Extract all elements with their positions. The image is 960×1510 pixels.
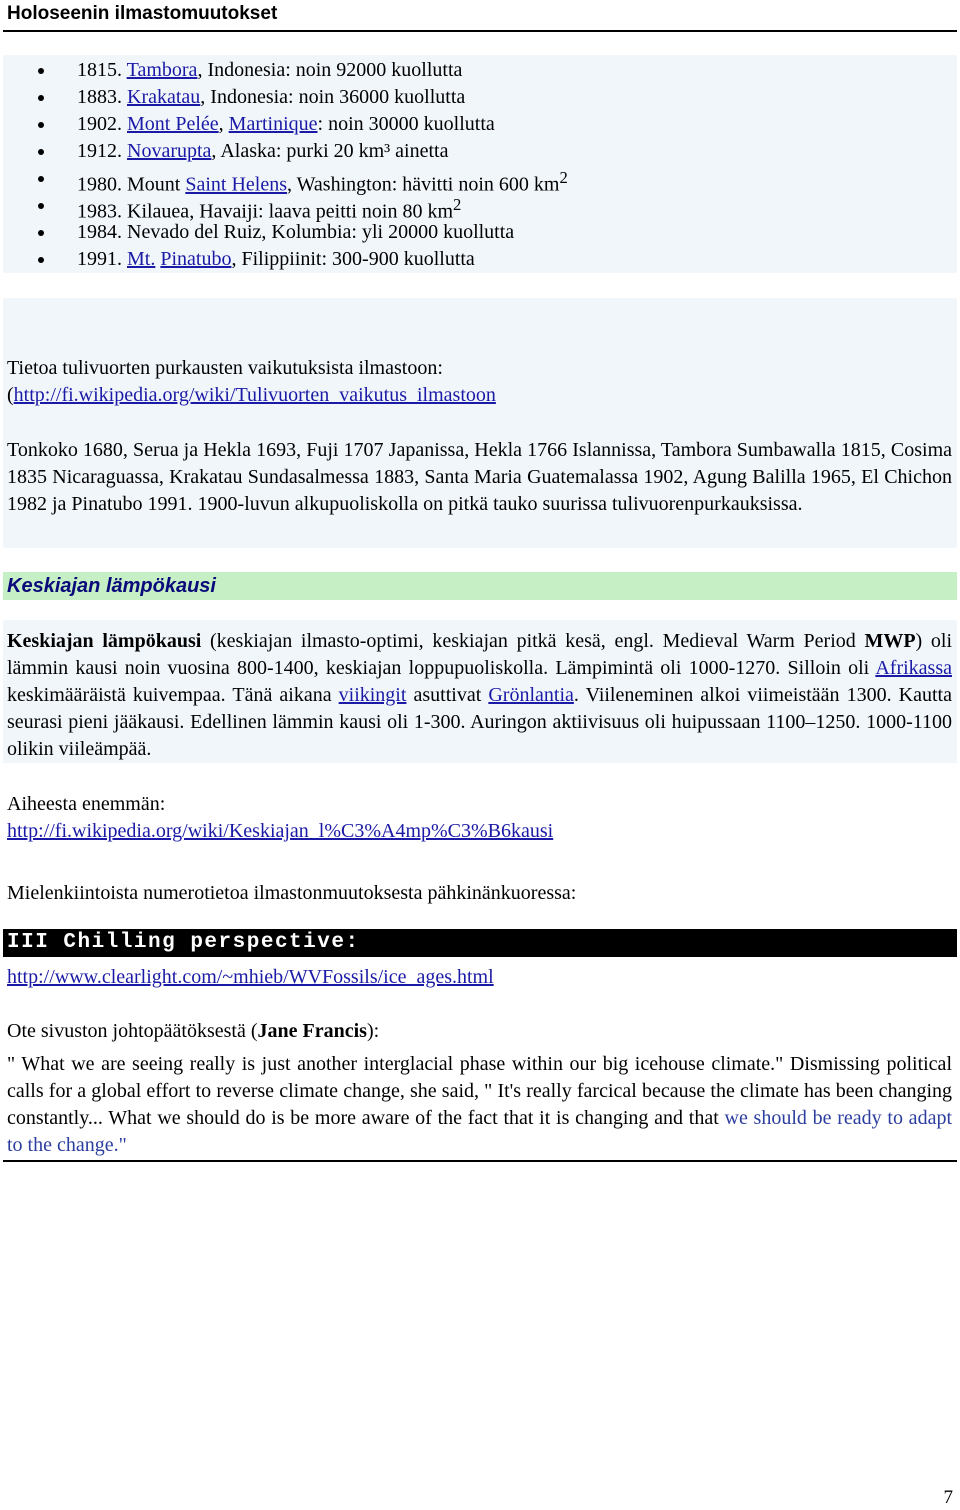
volcano-info-link-line: (http://fi.wikipedia.org/wiki/Tulivuorten_vaikutus_ilmastoon xyxy=(7,384,496,406)
list-item: 1912. Novarupta, Alaska: purki 20 km³ ainetta xyxy=(0,139,568,166)
volcano-info-intro: Tietoa tulivuorten purkausten vaikutuksista ilmastoon: xyxy=(7,357,443,379)
link-pinatubo[interactable]: Pinatubo xyxy=(160,248,232,270)
conclusion-intro: Ote sivuston johtopäätöksestä (Jane Francis): xyxy=(7,1020,380,1042)
link-mt[interactable]: Mt. xyxy=(127,248,156,270)
list-item: 1980. Mount Saint Helens, Washington: hävitti noin 600 $km^2$ xyxy=(0,166,568,193)
bullet-icon xyxy=(38,230,44,236)
list-item: 1815. Tambora, Indonesia: noin 92000 kuollutta xyxy=(0,58,568,85)
bullet-icon xyxy=(38,122,44,128)
quote-paragraph: " What we are seeing really is just another interglacial phase within our big icehouse climate." Dismissing political calls for a global effort to reverse climate change, she said, " It's really farcical because the climate has been changing constantly... What we should do is be more aware of the fact that it is changing and that we should be ready to adapt to the change." xyxy=(7,1053,952,1156)
bullet-icon xyxy=(38,176,44,182)
list-item: 1984. Nevado del Ruiz, Kolumbia: yli 20000 kuollutta xyxy=(0,220,568,247)
page-number: 7 xyxy=(943,1487,953,1508)
link-saint-helens[interactable]: Saint Helens xyxy=(185,173,287,196)
clearlight-link[interactable]: http://www.clearlight.com/~mhieb/WVFossils/ice_ages.html xyxy=(7,966,494,988)
title-rule xyxy=(3,30,957,32)
more-info-label: Aiheesta enemmän: xyxy=(7,793,166,815)
link-mont-pelee[interactable]: Mont Pelée xyxy=(127,113,219,135)
list-item: 1983. Kilauea, Havaiji: laava peitti noin 80 $km^2$ xyxy=(0,193,568,220)
link-krakatau[interactable]: Krakatau xyxy=(127,86,201,108)
eruption-list xyxy=(0,58,568,274)
medieval-wiki-link[interactable]: http://fi.wikipedia.org/wiki/Keskiajan_l%C3%A4mp%C3%B6kausi xyxy=(7,820,554,842)
list-item: 1902. Mont Pelée, Martinique: noin 30000 kuollutta xyxy=(0,112,568,139)
link-martinique[interactable]: Martinique xyxy=(228,113,318,135)
volcano-eruptions-paragraph: Tonkoko 1680, Serua ja Hekla 1693, Fuji 1707 Japanissa, Hekla 1766 Islannissa, Tambora Sumbawalla 1815, Cosima 1835 Nicaraguassa, Krakatau Sundasalmessa 1883, Santa Maria Guatemalassa 1902, Agung Balilla 1965, El Chichon 1982 ja Pinatubo 1991. 1900-luvun alkupuoliskolla on pitkä tauko suurissa tulivuorenpurkauksissa. xyxy=(7,439,952,515)
page-title: Holoseenin ilmastomuutokset xyxy=(7,3,278,24)
bullet-icon xyxy=(38,203,44,209)
bullet-icon xyxy=(38,68,44,74)
numbers-intro: Mielenkiintoista numerotietoa ilmastonmuutoksesta pähkinänkuoressa: xyxy=(7,882,577,904)
more-info-line xyxy=(7,818,553,845)
bottom-rule xyxy=(3,1160,957,1162)
chilling-link-line xyxy=(7,964,494,991)
link-gronlantia[interactable]: Grönlantia xyxy=(488,684,574,706)
link-novarupta[interactable]: Novarupta xyxy=(127,140,212,162)
link-tambora[interactable]: Tambora xyxy=(126,59,198,81)
medieval-paragraph: Keskiajan lämpökausi (keskiajan ilmasto-optimi, keskiajan pitkä kesä, engl. Medieval Warm Period MWP) oli lämmin kausi noin vuosina 800-1400, keskiajan loppupuoliskolla. Lämpimintä oli 1000-1270. Silloin oli Afrikassa keskimääräistä kuivempaa. Tänä aikana viikingit asuttivat Grönlantia. Viileneminen alkoi viimeistään 1300. Kautta seurasi pieni jääkausi. Edellinen lämmin kausi oli 1-300. Auringon aktiivisuus oli huipussaan 1100–1250. 1000-1100 olikin viileämpää. xyxy=(7,630,953,760)
bullet-icon xyxy=(38,95,44,101)
section-heading-medieval: Keskiajan lämpökausi xyxy=(7,575,216,597)
section-heading-chilling: III Chilling perspective: xyxy=(7,931,360,954)
link-viikingit[interactable]: viikingit xyxy=(338,684,407,706)
volcano-wiki-link[interactable]: http://fi.wikipedia.org/wiki/Tulivuorten_vaikutus_ilmastoon xyxy=(13,384,496,406)
list-item: 1883. Krakatau, Indonesia: noin 36000 kuollutta xyxy=(0,85,568,112)
bullet-icon xyxy=(38,257,44,263)
list-item: 1991. Mt. Pinatubo, Filippiinit: 300-900 kuollutta xyxy=(0,247,568,274)
bullet-icon xyxy=(38,149,44,155)
link-afrikassa[interactable]: Afrikassa xyxy=(875,657,952,679)
